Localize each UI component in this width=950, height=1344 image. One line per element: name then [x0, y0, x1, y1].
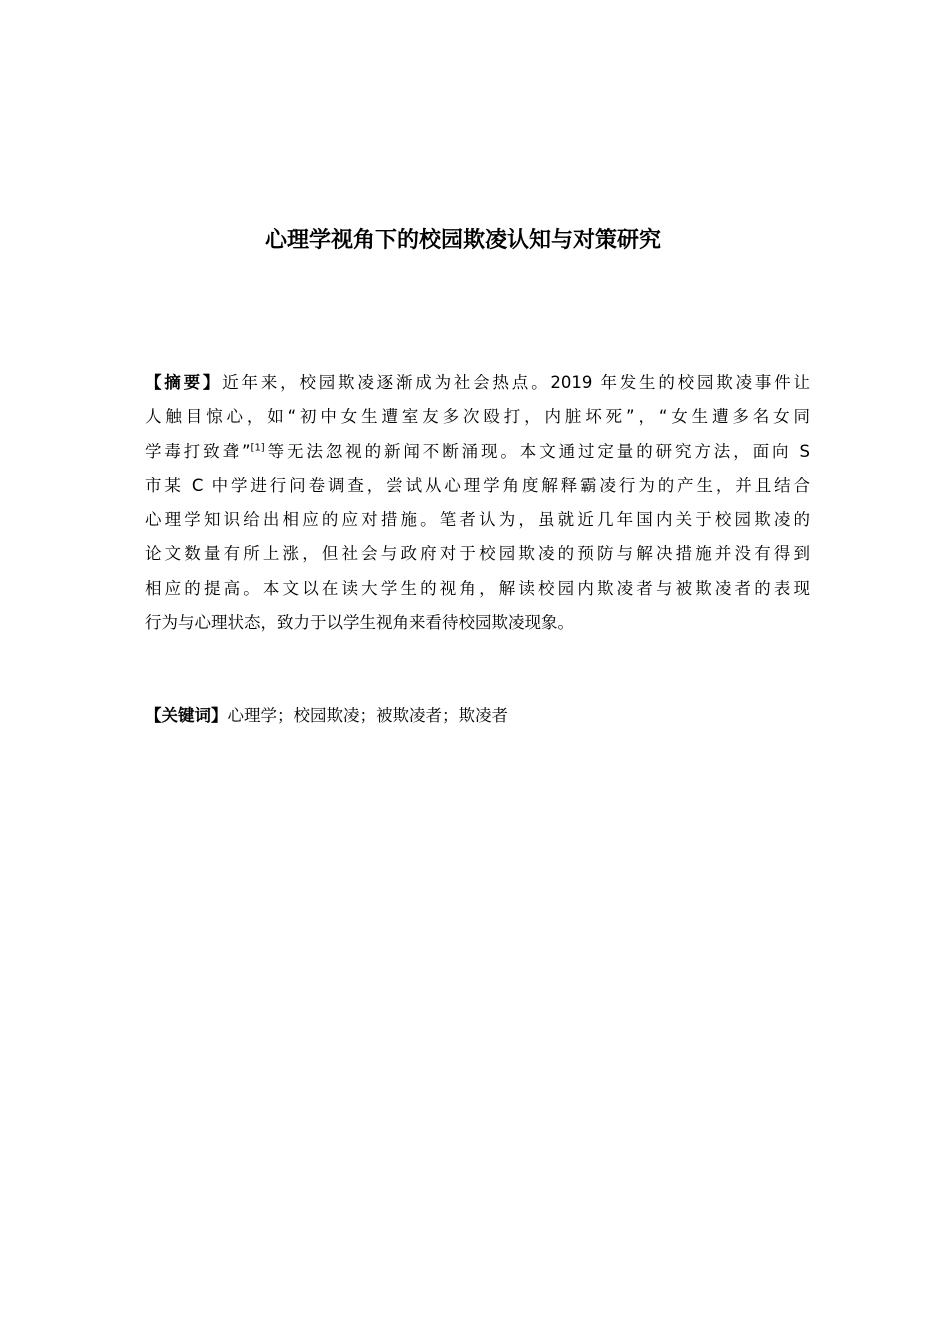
abstract-line: 相应的提高。本文以在读大学生的视角，解读校园内欺凌者与被欺凌者的表现 — [145, 578, 810, 598]
abstract-line: 行为与心理状态，致力于以学生视角来看待校园欺凌现象。 — [145, 613, 574, 633]
citation-reference: [1] — [250, 442, 265, 454]
abstract-line: 论文数量有所上涨，但社会与政府对于校园欺凌的预防与解决措施并没有得到 — [145, 544, 810, 564]
abstract-section — [145, 366, 810, 640]
abstract-line: 心理学知识给出相应的应对措施。笔者认为，虽就近几年国内关于校园欺凌的 — [145, 510, 810, 530]
abstract-line — [145, 366, 810, 400]
abstract-line: 市某 C 中学进行问卷调查，尝试从心理学角度解释霸凌行为的产生，并且结合 — [145, 475, 810, 495]
abstract-text: 等无法忽视的新闻不断涌现。本文通过定量的研究方法，面向 S — [264, 441, 810, 461]
abstract-text: 学毒打致聋” — [145, 441, 251, 461]
abstract-label: 【摘要】 — [145, 373, 223, 392]
keywords-label: 【关键词】 — [145, 706, 228, 725]
keywords-section — [145, 700, 810, 732]
abstract-line: 人触目惊心，如“初中女生遭室友多次殴打，内脏坏死”，“女生遭多名女同 — [145, 407, 810, 427]
abstract-line — [145, 435, 810, 469]
keywords-text: 心理学；校园欺凌；被欺凌者；欺凌者 — [227, 706, 508, 725]
document-title: 心理学视角下的校园欺凌认知与对策研究 — [264, 228, 661, 253]
abstract-text: 近年来，校园欺凌逐渐成为社会热点。2019 年发生的校园欺凌事件让 — [222, 373, 810, 392]
